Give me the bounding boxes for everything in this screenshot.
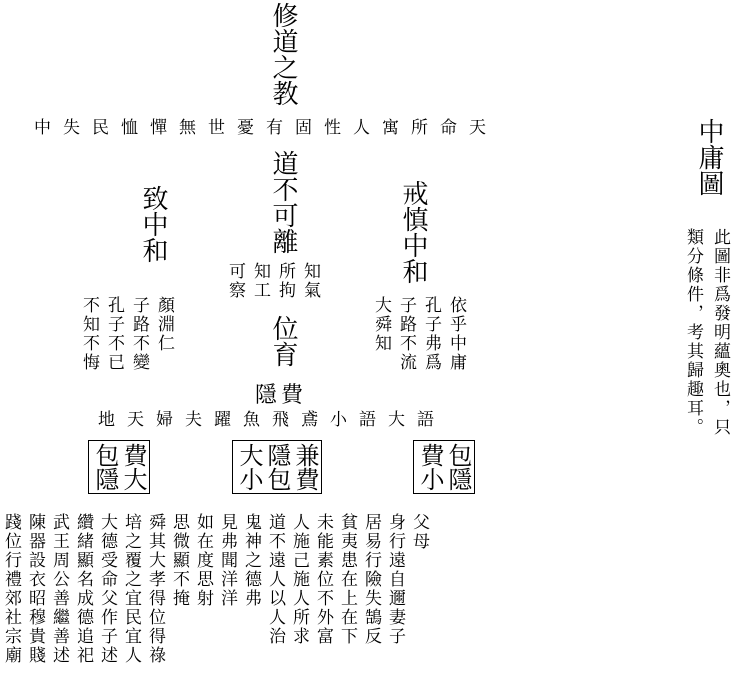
left-col: 顏淵仁 bbox=[154, 296, 174, 353]
weiyu: 位育 bbox=[268, 315, 298, 367]
top-title: 修道之教 bbox=[268, 2, 298, 106]
right-col: 大舜知 bbox=[371, 296, 391, 353]
right-columns bbox=[372, 296, 464, 372]
top-row: 中失民恤憚無世憂有固性人寓所命天 bbox=[34, 118, 498, 138]
side-note-line: 類分條件，考其歸趣耳。 bbox=[683, 228, 703, 437]
bottom-col: 居易行險失鵠反 bbox=[361, 513, 381, 646]
box-right bbox=[413, 440, 475, 494]
right-col: 孔子弗爲 bbox=[421, 296, 441, 372]
center-small-columns bbox=[226, 262, 318, 300]
bottom-columns bbox=[2, 513, 427, 665]
yinfei: 隱費 bbox=[255, 383, 308, 408]
box-col: 兼費 bbox=[291, 443, 319, 491]
bottom-col: 貧夷患在上在下 bbox=[337, 513, 357, 646]
jieshen-title: 戒慎中和 bbox=[398, 180, 428, 284]
box-col: 包隱 bbox=[444, 443, 472, 491]
bottom-col: 纘緒顯名成德追祀 bbox=[73, 513, 93, 665]
box-col: 包隱 bbox=[91, 443, 119, 491]
bottom-col: 道不遠人以人治 bbox=[265, 513, 285, 646]
side-note-line: 此圖非爲發明蘊奧也，只 bbox=[710, 228, 730, 437]
bottom-col: 人施己施人所求 bbox=[289, 513, 309, 646]
middle-row: 地天婦夫躍魚飛鳶小語大語 bbox=[98, 410, 446, 430]
center-col: 知氣 bbox=[300, 262, 320, 300]
center-col: 所拘 bbox=[275, 262, 295, 300]
center-col: 可察 bbox=[225, 262, 245, 300]
bottom-col: 身行遠自邇妻子 bbox=[385, 513, 405, 646]
left-col: 孔子不已 bbox=[104, 296, 124, 372]
bottom-col: 培之覆之宜民宜人 bbox=[121, 513, 141, 665]
side-title: 中庸圖 bbox=[694, 118, 724, 196]
bottom-col: 舜其大孝得位得祿 bbox=[145, 513, 165, 665]
bottom-col: 父母 bbox=[409, 513, 429, 551]
bottom-col: 武王周公善繼善述 bbox=[49, 513, 69, 665]
box-col: 大小 bbox=[235, 443, 263, 491]
bottom-col: 思微顯不掩 bbox=[169, 513, 189, 608]
right-col: 依乎中庸 bbox=[446, 296, 466, 372]
left-col: 子路不變 bbox=[129, 296, 149, 372]
left-col: 不知不悔 bbox=[79, 296, 99, 372]
bottom-col: 如在度思射 bbox=[193, 513, 213, 608]
bottom-col: 鬼神之德弗 bbox=[241, 513, 261, 608]
box-col: 費大 bbox=[119, 443, 147, 491]
side-note bbox=[684, 228, 728, 437]
bottom-col: 大德受命父作子述 bbox=[97, 513, 117, 665]
bottom-col: 見弗聞洋洋 bbox=[217, 513, 237, 608]
bottom-col: 未能素位不外富 bbox=[313, 513, 333, 646]
right-col: 子路不流 bbox=[396, 296, 416, 372]
box-middle bbox=[232, 440, 322, 494]
left-columns bbox=[80, 296, 172, 372]
box-col: 費小 bbox=[416, 443, 444, 491]
bottom-col: 踐位行禮郊社宗廟 bbox=[1, 513, 21, 665]
box-left bbox=[88, 440, 150, 494]
box-col: 隱包 bbox=[263, 443, 291, 491]
bottom-col: 陳器設衣昭穆貴賤 bbox=[25, 513, 45, 665]
zhizhong-title: 致中和 bbox=[138, 185, 168, 263]
center-col: 知工 bbox=[250, 262, 270, 300]
dao-title: 道不可離 bbox=[268, 150, 298, 254]
